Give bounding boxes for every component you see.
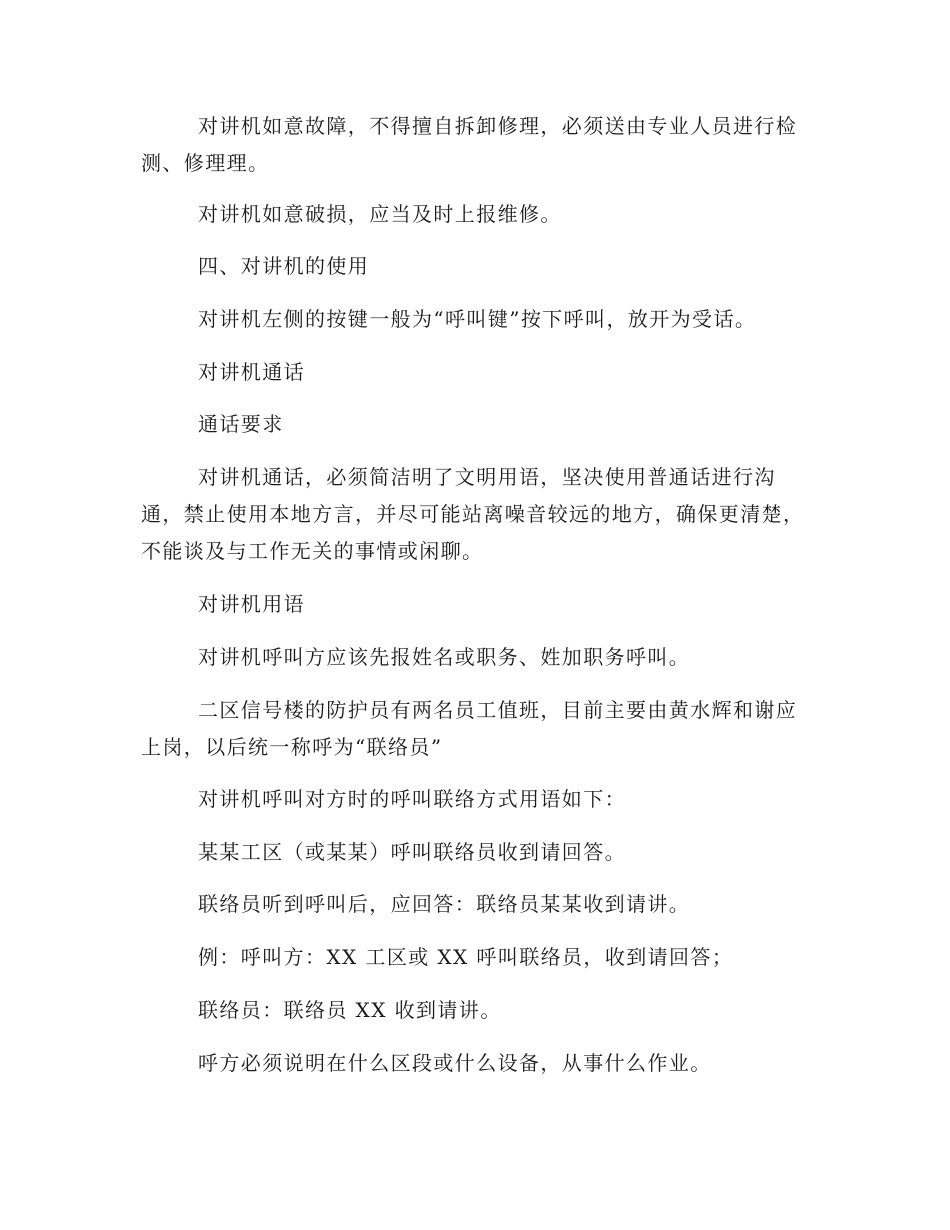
paragraph-caller-explain: 呼方必须说明在什么区段或什么设备，从事什么作业。 (198, 1051, 712, 1075)
paragraph-example-caller: 例：呼叫方：XX 工区或 XX 呼叫联络员，收到请回答； (198, 945, 734, 969)
paragraph-liaison-staff: 二区信号楼的防护员有两名员工值班，目前主要由黄水辉和谢应上岗，以后统一称呼为“联络员” (141, 698, 798, 759)
paragraph-call-key: 对讲机左侧的按键一般为“呼叫键”按下呼叫，放开为受话。 (198, 307, 757, 331)
paragraph-damage-report: 对讲机如意破损，应当及时上报维修。 (198, 202, 562, 226)
paragraph-example-liaison: 联络员：联络员 XX 收到请讲。 (198, 998, 502, 1022)
paragraph-call-phrases-intro: 对讲机呼叫对方时的呼叫联络方式用语如下： (198, 787, 626, 811)
subheading-intercom-talk: 对讲机通话 (198, 360, 305, 384)
paragraph-call-phrase: 某某工区（或某某）呼叫联络员收到请回答。 (198, 840, 626, 864)
section-heading-usage: 四、对讲机的使用 (198, 254, 370, 278)
paragraph-talk-rules: 对讲机通话，必须简洁明了文明用语，坚决使用普通话进行沟通，禁止使用本地方言，并尽可能站离噪音较远的地方，确保更清楚，不能谈及与工作无关的事情或闲聊。 (141, 465, 805, 563)
paragraph-reply-phrase: 联络员听到呼叫后，应回答：联络员某某收到请讲。 (198, 892, 691, 916)
subheading-intercom-terms: 对讲机用语 (198, 592, 305, 616)
paragraph-repair-rule: 对讲机如意故障，不得擅自拆卸修理，必须送由专业人员进行检测、修理理。 (141, 114, 798, 175)
subheading-talk-requirements: 通话要求 (198, 412, 284, 436)
paragraph-caller-identify: 对讲机呼叫方应该先报姓名或职务、姓加职务呼叫。 (198, 645, 691, 669)
